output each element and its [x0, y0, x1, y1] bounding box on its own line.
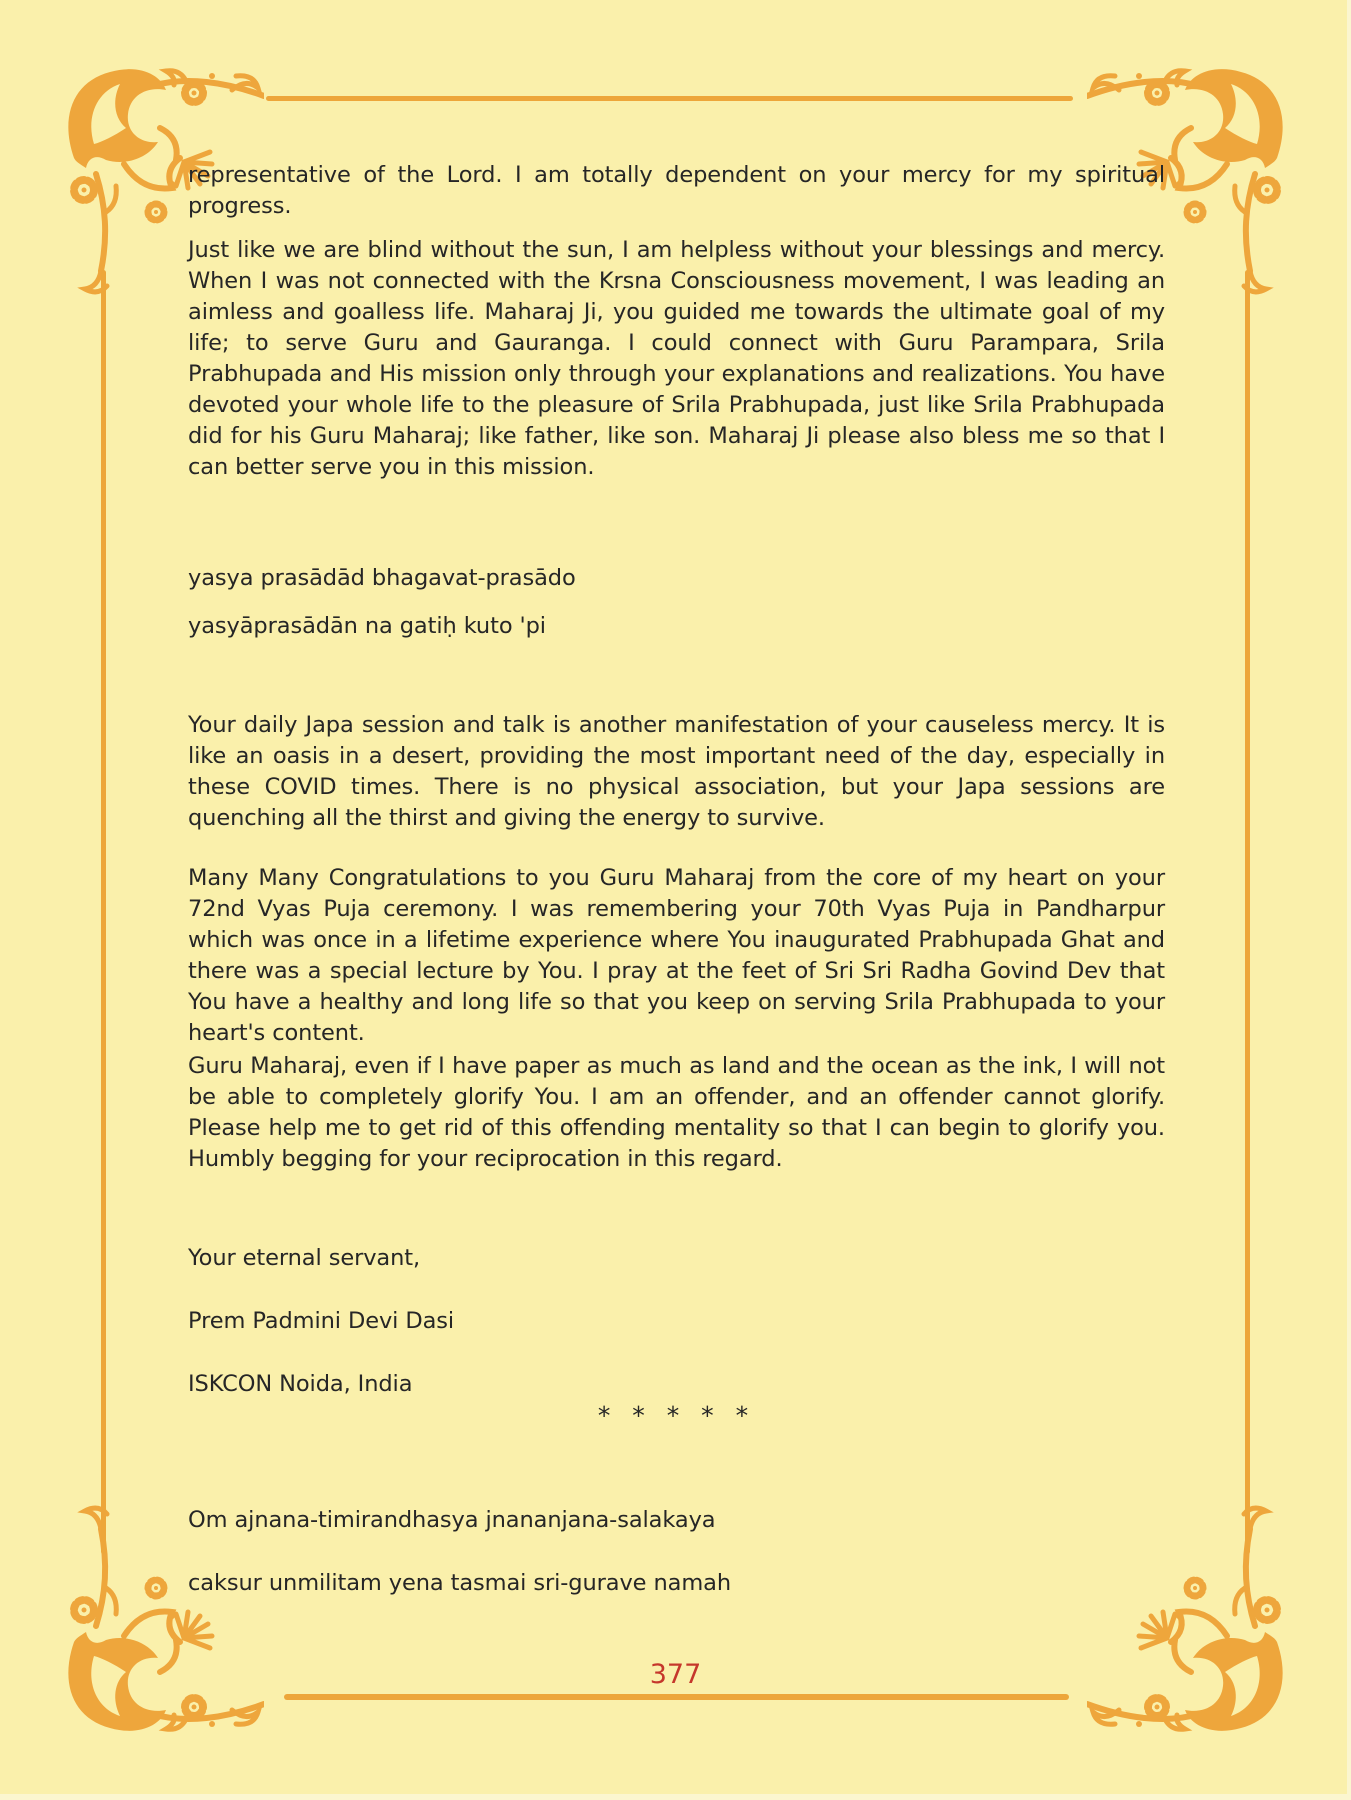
sanskrit-verse-line-2: yasyāprasādān na gatiḥ kuto 'pi [188, 613, 546, 639]
signature-line-3: ISKCON Noida, India [188, 1371, 413, 1397]
page-number: 377 [649, 1659, 702, 1690]
closing-mantra-line-1: Om ajnana-timirandhasya jnananjana-salakaya [188, 1507, 716, 1533]
sanskrit-verse-line-1: yasya prasādād bhagavat-prasādo [188, 565, 576, 591]
section-separator-stars: * * * * * [597, 1401, 756, 1430]
frame-border-left [101, 270, 106, 1554]
signature-line-1: Your eternal servant, [188, 1245, 421, 1271]
signature-line-2: Prem Padmini Devi Dasi [188, 1308, 455, 1334]
frame-border-bottom [284, 1694, 1069, 1700]
frame-border-right [1245, 270, 1250, 1554]
closing-mantra-line-2: caksur unmilitam yena tasmai sri-gurave namah [188, 1570, 731, 1596]
scan-edge-right [1347, 0, 1351, 1800]
paragraph-continuation: representative of the Lord. I am totally dependent on your mercy for my spiritual progress. [188, 162, 1165, 219]
paragraph-blind-without-sun: Just like we are blind without the sun, I am helpless without your blessings and mercy. When I was not connected with the Krsna Consciousness movement, I was leading an aimless and goalless life. Maharaj Ji, you guided me towards the ultimate goal of my life; to serve Guru and Gauranga. I could connect with Guru Parampara, Srila Prabhupada and His mission only through your explanations and realizations. You have devoted your whole life to the pleasure of Srila Prabhupada, just like Srila Prabhupada did for his Guru Maharaj; like father, like son. Maharaj Ji please also bless me so that I can better serve you in this mission. [188, 237, 1165, 480]
paragraph-japa-session: Your daily Japa session and talk is another manifestation of your causeless mercy. It is like an oasis in a desert, providing the most important need of the day, especially in these COVID times. There is no physical association, but your Japa sessions are quenching all the thirst and giving the energy to survive. [188, 712, 1165, 831]
paragraph-congratulations: Many Many Congratulations to you Guru Maharaj from the core of my heart on your 72nd Vyas Puja ceremony. I was remembering your 70th Vyas Puja in Pandharpur which was once in a lifetime experience where You inaugurated Prabhupada Ghat and there was a special lecture by You. I pray at the feet of Sri Sri Radha Govind Dev that You have a healthy and long life so that you keep on serving Srila Prabhupada to your heart's content. [188, 865, 1165, 1046]
paragraph-offender: Guru Maharaj, even if I have paper as much as land and the ocean as the ink, I will not be able to completely glorify You. I am an offender, and an offender cannot glorify. Please help me to get rid of this offending mentality so that I can begin to glorify you. Humbly begging for your reciprocation in this regard. [188, 1053, 1165, 1172]
frame-border-top [266, 96, 1073, 101]
scan-edge-bottom [0, 1794, 1351, 1800]
